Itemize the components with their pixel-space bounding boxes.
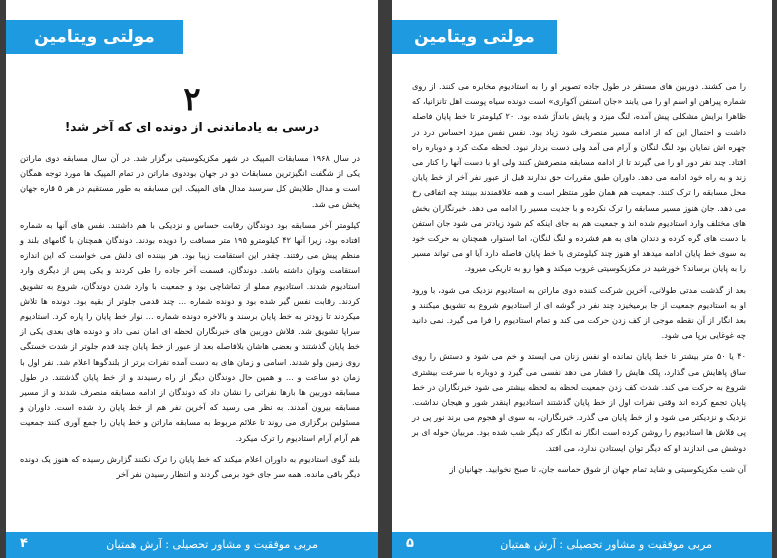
right-paragraph: بعد از گذشت مدتی طولانی، آخرین شرکت کننده دوی ماراتن به استادیوم نزدیک می شود، با ورود او به استادیوم جمعیت از جا برمیخیزد چند نفر در گوشه ای از استادیوم شروع به تشویق میکنند و بعد انگار از آن نقطه موجی از کف زدن حرکت می کند و تمام استادیوم را فرا می گیرد. نمی دانید چه غوغایی برپا می شود. — [412, 284, 746, 341]
right-footer-text: مربی موفقیت و مشاور تحصیلی : آرش همتیان — [500, 538, 712, 551]
left-header-banner — [6, 20, 183, 54]
left-paragraph: کیلومتر آخر مسابقه بود دوندگان رقابت حساس و نزدیکی با هم داشتند. نفس های آنها به شماره افتاده بود، زیرا آنها ۴۲ کیلومترو ۱۹۵ متر مسافت را دویده بودند. دوندگان همچنان با گامهای بلند و منظم پیش می رفتند. چقدر این استقامت زیبا بود. هر بیننده ای دلش می خواست که این اندازه استقامت وتوان داشته باشد. دوندگان، قسمت آخر جاده را طی کردند و یکی پس از دیگری وارد استادیوم شدند. استادیوم مملو از تماشاچی بود و جمعیت با وارد شدن دوندگان، شروع به تشویق کردند. رقابت نفس گیر شده بود و دونده شماره ... چند قدمی جلوتر از بقیه بود. دونده ها تلاش میکردند تا زودتر به خط پایان برسند و بالاخره دونده شماره ... نوار خط پایان را پاره کرد. استادیوم سراپا تشویق شد. فلاش دوربین های خبرنگاران لحظه ای امان نمی داد و دونده های بعدی یکی از خط پایان گذشتند و بعضی هاشان بلافاصله بعد از عبور از خط پایان چند قدم جلوتر از شدت خستگی روی زمین ولو شدند. اسامی و زمان های به دست آمده نفرات برتر از بلندگوها اعلام شد. نفر اول با زمان دو ساعت و ... و همین حال دوندگان دیگر از راه رسیدند و از خط پایان گذشتند. در طول مسابقه دوربین ها بارها نفراتی را نشان داد که دوندگان از ادامه مسابقه منصرف شدند و از مسیر مسابقه بیرون آمدند. به نظر می رسید که آخرین نفر هم از خط پایان رد شده است. داوران و مسئولین برگزاری می روند تا علائم مربوط به مسابقه ماراتن و خط پایان را جمع آوری کنند جمعیت هم آرام آرام استادیوم را ترک میکرد. — [20, 219, 360, 443]
right-paragraph: ۴۰ یا ۵۰ متر بیشتر تا خط پایان نمانده او نفس زنان می ایستد و خم می شود و دستش را روی ساق پاهایش می گذارد، پلک هایش را فشار می دهد نفسی می گیرد و دوباره با سرعت بیشتری شروع به حرکت می کند. شدت کف زدن جمعیت لحظه به لحظه بیشتر می شود خبرنگاران در خط پایان تجمع کرده اند وقتی نفرات اول از خط پایان گذشتند استادیوم اینقدر شور و هیجان نداشت. نزدیک و نزدیکتر می شود و از خط پایان می گذرد. خبرنگاران، به سوی او هجوم می برند نور پی در پی فلاش ها استادیوم را روشن کرده است انگار نه انگار که دیگر شب شده بود. مربیان حوله ای بر دوشش می اندازند او که دیگر توان ایستادن ندارد، می افتد. — [412, 351, 747, 453]
right-header-banner — [392, 20, 557, 54]
left-body-text — [20, 151, 360, 488]
right-footer-bar — [392, 532, 772, 558]
right-body-text — [412, 79, 746, 483]
left-footer-bar — [6, 532, 378, 558]
right-page — [392, 0, 772, 558]
right-paragraph: را می کشند. دوربین های مستقر در طول جاده تصویر او را به استادیوم مخابره می کنند. از روی شماره پیراهن او اسم او را می یابند «جان استفن آکواری» است دونده سیاه پوست اهل تانزانیا، که ظاهرا برایش مشکلی پیش آمده، لنگ میزد و پایش باندآژ شده بود. ۲۰ کیلومتر تا خط پایان فاصله داشت و احتمال این که از ادامه مسیر منصرف شود زیاد بود. نفس نفس میزد احساس درد در چهره اش نمایان بود لنگ لنگان و آرام می آمد ولی دست بردار نبود. لحظه مکث کرد و دوباره راه افتاد. چند نفر دور او را می گیرند تا از ادامه مسابقه منصرفش کنند ولی او با دست آنها را کنار می زند و به راه خود ادامه می دهد. داوران طبق مقررات حق ندارند قبل از عبور نفر آخر از خط پایان محل مسابقه را ترک کنند. جمعیت هم همان طور منتظر است و همه علاقمندند ببینند چه اتفاقی رخ می دهد. جان هنوز مسیر مسابقه را ترک نکرده و با جدیت مسیر را ادامه می دهد. خبرنگاران بخش های مختلف وارد استادیوم شده اند و جمعیت هم به جای اینکه کم شود زیادتر می شود جان استفن با دست های گره کرده و دندان های به هم فشرده و لنگ لنگان، اما استوار، همچنان به حرکت خود به سوی خط پایان ادامه میدهد او هنوز چند کیلومتری با خط پایان فاصله دارد آیا او می تواند مسیر را به پایان برساند؟ خورشید در مکزیکوسیتی غروب میکند و هوا رو به تاریکی میرود. — [412, 81, 746, 274]
chapter-number: ۲ — [183, 80, 201, 118]
right-page-number: ۵ — [406, 536, 414, 551]
left-page-number: ۴ — [20, 536, 28, 551]
left-paragraph: در سال ۱۹۶۸ مسابقات المپیک در شهر مکزیکوسیتی برگزار شد. در آن سال مسابقه دوی ماراتن یکی از شگفت انگیزترین مسابقات دو در جهان بوددوی ماراتن در تمام المپیک ها مورد توجه همگان است و مدال طلایش کل سرسبد مدال های المپیک. این مسابقه به طور مستقیم در هر ۵ قاره جهان پخش می شد. — [20, 153, 361, 209]
left-page — [6, 0, 378, 558]
left-footer-text: مربی موفقیت و مشاور تحصیلی : آرش همتیان — [106, 538, 318, 551]
left-header-title: مولتی ویتامین — [34, 27, 155, 47]
chapter-title: درسی به یادماندنی از دونده ای که آخر شد! — [64, 120, 320, 134]
right-header-title: مولتی ویتامین — [414, 27, 535, 47]
left-paragraph: بلند گوی استادیوم به داوران اعلام میکند که خط پایان را ترک نکنند گزارش رسیده که هنوز یک دونده دیگر باقی مانده. همه سر جای خود برمی گردند و انتظار رسیدن نفر آخر — [20, 453, 360, 480]
right-paragraph: آن شب مکزیکوسیتی و شاید تمام جهان از شوق حماسه جان، تا صبح نخوابید. جهانیان از — [449, 463, 746, 474]
